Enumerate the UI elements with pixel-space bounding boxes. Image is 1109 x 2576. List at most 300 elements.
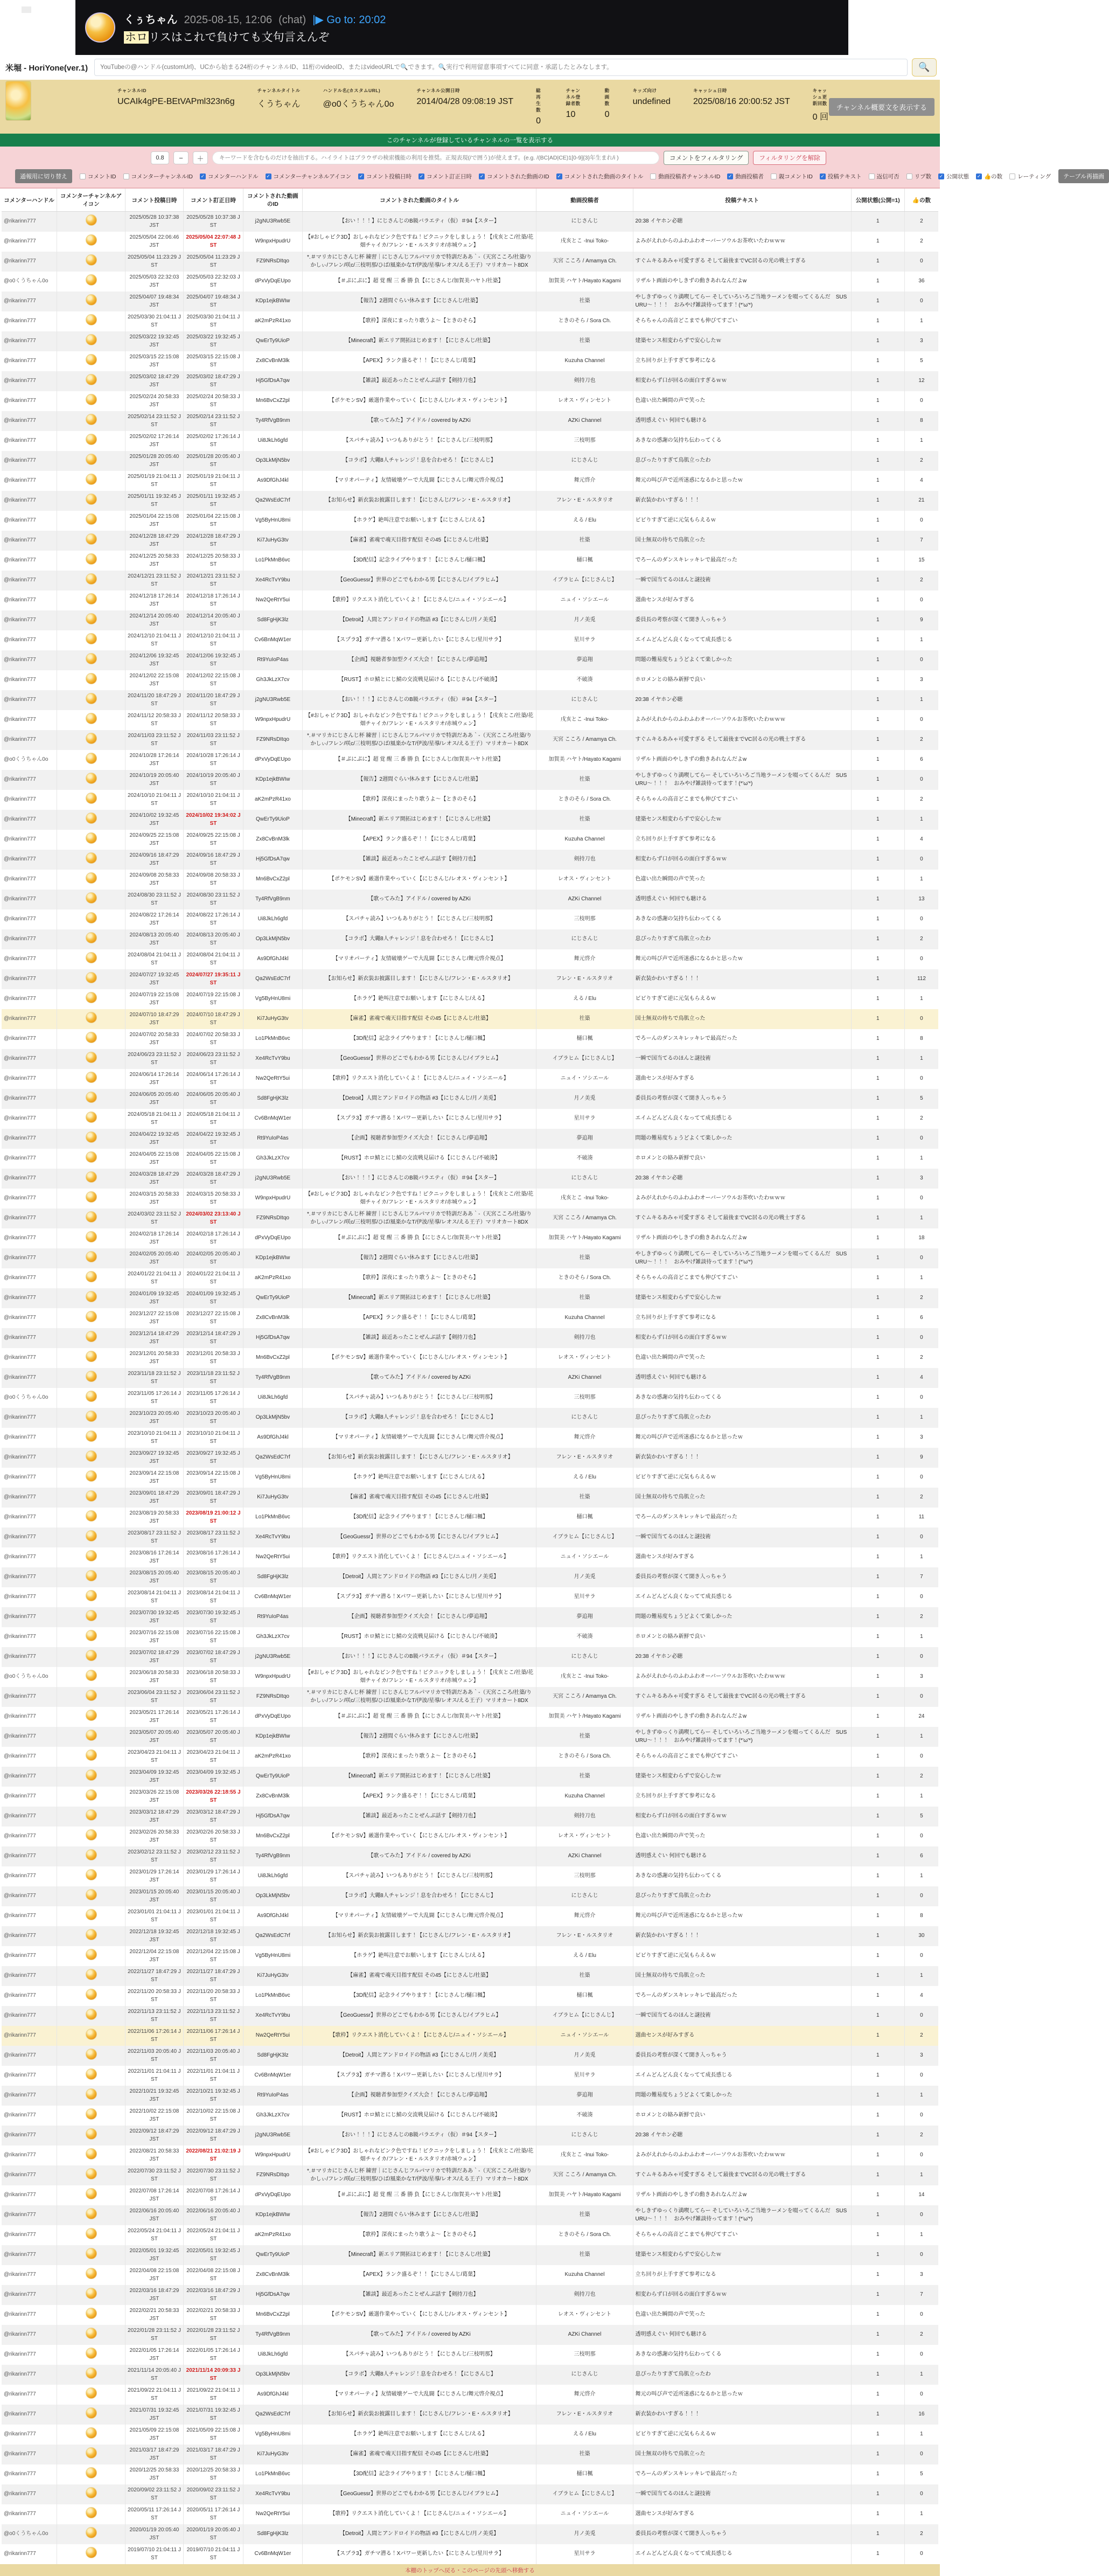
video-id[interactable]: Ty4RfVgB9nm (243, 890, 303, 909)
footer-link[interactable]: 本棚のトップへ戻る・このページの先頭へ移動する (405, 2567, 535, 2574)
commenter-avatar-icon[interactable] (86, 2308, 97, 2319)
keyword-filter-input[interactable] (212, 151, 659, 164)
video-id[interactable]: W9npxHpudrU (243, 2145, 303, 2165)
column-checkbox-8[interactable] (650, 172, 720, 180)
commenter-handle[interactable]: @rikarinn777 (2, 2405, 57, 2425)
commenter-handle[interactable]: @rikarinn777 (2, 1547, 57, 1567)
video-title[interactable]: 【ポケモンSV】厳選作業やっていく【にじさんじ/レオス・ヴィンセント】 (302, 1827, 536, 1846)
video-id[interactable]: Vg5ByHnU8mi (243, 1468, 303, 1488)
commenter-avatar-icon[interactable] (86, 952, 97, 963)
commenter-avatar-icon[interactable] (86, 2029, 97, 2040)
video-id[interactable]: Cv6BnMqW1er (243, 2544, 303, 2564)
video-id[interactable]: Xe4RcTvY9bu (243, 1527, 303, 1547)
commenter-handle[interactable]: @rikarinn777 (2, 1986, 57, 2006)
commenter-avatar-icon[interactable] (86, 1112, 97, 1123)
video-title[interactable]: 【#おしゃピク3D】おしゃれなピンク色ですね！ピクニックをしましょう！【戌亥とこ/社築/花畑チャイカ/フレン・E・ルスタリオ/赤城ウェン】 (302, 1189, 536, 1209)
checked-checkbox-icon[interactable]: ✓ (479, 173, 484, 179)
video-title[interactable]: 【Minecraft】新エリア開拓はじめます！【にじさんじ/社築】 (302, 2245, 536, 2265)
video-id[interactable]: QwErTy9UioP (243, 1288, 303, 1308)
video-id[interactable]: Lo1PkMnB6vc (243, 1029, 303, 1049)
video-title[interactable]: 【企画】視聴者参加型クイズ大会！【にじさんじ/夢追翔】 (302, 1129, 536, 1149)
commenter-handle[interactable]: @rikarinn777 (2, 2544, 57, 2564)
video-id[interactable]: KDp1ejkBWIw (243, 2205, 303, 2225)
report-mode-button[interactable]: 通報用に切り替え (15, 169, 72, 183)
video-title[interactable]: 【歌枠】深夜にまったり歌うよ～【ときのそら】 (302, 1268, 536, 1288)
commenter-avatar-icon[interactable] (86, 1431, 97, 1442)
commenter-handle[interactable]: @rikarinn777 (2, 531, 57, 551)
video-title[interactable]: 【＃ぷにぷに】超 覚 醒 三 番 勝 負【にじさんじ/加賀美ハヤト/社築】 (302, 750, 536, 770)
video-title[interactable]: *.＃マリカにじさんじ杯 練習｜にじさんじフルパマリカで特訓だああ｀-（天宮こころ/社築/りかしぃ/フレン/咲c/三枝明那/ひば/風楽かなT/伊波/星導/レオス/える王子）マリオカート8DX (302, 2165, 536, 2185)
video-title[interactable]: *.＃マリカにじさんじ杯 練習｜にじさんじフルパマリカで特訓だああ｀-（天宮こころ/社築/りかしぃ/フレン/咲c/三枝明那/ひば/風楽かなT/伊波/星導/レオス/える王子）マリオカート8DX (302, 252, 536, 272)
video-id[interactable]: Ui8JkLh6gfd (243, 1388, 303, 1408)
video-title[interactable]: 【GeoGuessr】世界のどこでもわかる男【にじさんじ/イブラヒム】 (302, 1049, 536, 1069)
unchecked-checkbox-icon[interactable] (80, 173, 86, 179)
video-id[interactable]: Xe4RcTvY9bu (243, 2484, 303, 2504)
commenter-avatar-icon[interactable] (86, 1470, 97, 1482)
commenter-handle[interactable]: @rikarinn777 (2, 2006, 57, 2026)
commenter-avatar-icon[interactable] (86, 2108, 97, 2120)
commenter-avatar-icon[interactable] (86, 1510, 97, 1522)
column-checkbox-13[interactable] (906, 172, 932, 180)
commenter-avatar-icon[interactable] (86, 2367, 97, 2379)
commenter-handle[interactable]: @o0くうちゃん0o (2, 1667, 57, 1687)
video-title[interactable]: 【企画】視聴者参加型クイズ大会！【にじさんじ/夢追翔】 (302, 1607, 536, 1627)
commenter-handle[interactable]: @rikarinn777 (2, 1926, 57, 1946)
channel-avatar[interactable] (5, 81, 31, 121)
commenter-avatar-icon[interactable] (86, 1670, 97, 1681)
commenter-avatar-icon[interactable] (86, 653, 97, 664)
commenter-handle[interactable]: @rikarinn777 (2, 1428, 57, 1448)
video-title[interactable]: 【報告】2週間ぐらい休みます【にじさんじ/社築】 (302, 291, 536, 311)
commenter-handle[interactable]: @rikarinn777 (2, 1567, 57, 1587)
commenter-handle[interactable]: @rikarinn777 (2, 2285, 57, 2305)
commenter-avatar-icon[interactable] (86, 214, 97, 226)
video-title[interactable]: 【コラボ】大繩8人チャレンジ！息を合わせろ！【にじさんじ】 (302, 1886, 536, 1906)
column-header-8[interactable]: 公開状態(公開=1) (851, 189, 904, 212)
commenter-handle[interactable]: @rikarinn777 (2, 670, 57, 690)
video-id[interactable]: Nw2QeRtY5ui (243, 2504, 303, 2524)
commenter-avatar-icon[interactable] (86, 1211, 97, 1223)
video-id[interactable]: Hj5GfDsA7qw (243, 1328, 303, 1348)
commenter-avatar-icon[interactable] (86, 494, 97, 505)
commenter-handle[interactable]: @o0くうちゃん0o (2, 2524, 57, 2544)
video-title[interactable]: 【Minecraft】新エリア開拓はじめます！【にじさんじ/社築】 (302, 331, 536, 351)
video-title[interactable]: 【ホラゲ】絶叫注意でお願いします【にじさんじ/える】 (302, 511, 536, 531)
video-id[interactable]: Sd8FgHjK3lz (243, 1567, 303, 1587)
video-title[interactable]: 【歌枠】リクエスト消化していくよ！【にじさんじ/ニュイ・ソシエール】 (302, 2504, 536, 2524)
video-id[interactable]: FZ9NRsDItqo (243, 1209, 303, 1228)
video-title[interactable]: 【コラボ】大繩8人チャレンジ！息を合わせろ！【にじさんじ】 (302, 1408, 536, 1428)
commenter-handle[interactable]: @rikarinn777 (2, 1288, 57, 1308)
video-id[interactable]: Vg5ByHnU8mi (243, 989, 303, 1009)
commenter-handle[interactable]: @rikarinn777 (2, 2205, 57, 2225)
commenter-handle[interactable]: @rikarinn777 (2, 371, 57, 391)
commenter-avatar-icon[interactable] (86, 1630, 97, 1641)
video-id[interactable]: Hj5GfDsA7qw (243, 2285, 303, 2305)
video-title[interactable]: 【報告】2週間ぐらい休みます【にじさんじ/社築】 (302, 2205, 536, 2225)
video-title[interactable]: 【スパチャ読み】いつもありがとう！【にじさんじ/三枝明那】 (302, 909, 536, 929)
video-title[interactable]: 【麻雀】雀魂で魂天目指す配信 その45【にじさんじ/社築】 (302, 1488, 536, 1508)
video-id[interactable]: Hj5GfDsA7qw (243, 850, 303, 870)
video-id[interactable]: Xe4RcTvY9bu (243, 2006, 303, 2026)
video-id[interactable]: KDp1ejkBWIw (243, 1248, 303, 1268)
commenter-avatar-icon[interactable] (86, 1949, 97, 1960)
video-title[interactable]: 【3D配信】記念ライブやります！【にじさんじ/樋口楓】 (302, 1986, 536, 2006)
video-id[interactable]: dPxVyDqEUpo (243, 1707, 303, 1727)
column-header-3[interactable]: コメント訂正日時 (183, 189, 243, 212)
video-id[interactable]: Ki7JuHyG3tv (243, 1488, 303, 1508)
commenter-avatar-icon[interactable] (86, 2068, 97, 2080)
video-id[interactable]: Mn6BvCxZ2pl (243, 1827, 303, 1846)
commenter-avatar-icon[interactable] (86, 513, 97, 525)
video-title[interactable]: 【歌枠】深夜にまったり歌うよ～【ときのそら】 (302, 1747, 536, 1767)
commenter-handle[interactable]: @rikarinn777 (2, 2106, 57, 2126)
video-title[interactable]: 【歌枠】リクエスト消化していくよ！【にじさんじ/ニュイ・ソシエール】 (302, 591, 536, 610)
commenter-avatar-icon[interactable] (86, 234, 97, 246)
commenter-avatar-icon[interactable] (86, 2208, 97, 2219)
commenter-handle[interactable]: @rikarinn777 (2, 690, 57, 710)
commenter-handle[interactable]: @rikarinn777 (2, 1767, 57, 1787)
video-title[interactable]: 【Detroit】人間とアンドロイドの物語 #3【にじさんじ/月ノ美兎】 (302, 2046, 536, 2066)
commenter-handle[interactable]: @o0くうちゃん0o (2, 272, 57, 291)
redraw-table-button[interactable]: テーブル再描画 (1058, 169, 1109, 183)
video-title[interactable]: *.＃マリカにじさんじ杯 練習｜にじさんじフルパマリカで特訓だああ｀-（天宮こころ/社築/りかしぃ/フレン/咲c/三枝明那/ひば/風楽かなT/伊波/星導/レオス/える王子）マリオカート8DX (302, 1687, 536, 1707)
commenter-avatar-icon[interactable] (86, 1490, 97, 1502)
column-header-1[interactable]: コメンターチャンネルアイコン (57, 189, 125, 212)
commenter-handle[interactable]: @rikarinn777 (2, 1906, 57, 1926)
commenter-avatar-icon[interactable] (86, 793, 97, 804)
video-id[interactable]: Mn6BvCxZ2pl (243, 2305, 303, 2325)
commenter-avatar-icon[interactable] (86, 2427, 97, 2439)
threshold-input[interactable] (151, 151, 169, 164)
video-id[interactable]: dPxVyDqEUpo (243, 1228, 303, 1248)
video-id[interactable]: aK2mPzR41xo (243, 1268, 303, 1288)
video-id[interactable]: Ty4RfVgB9nm (243, 1846, 303, 1866)
commenter-handle[interactable]: @rikarinn777 (2, 2464, 57, 2484)
commenter-handle[interactable]: @rikarinn777 (2, 989, 57, 1009)
video-title[interactable]: 【コラボ】大繩8人チャレンジ！息を合わせろ！【にじさんじ】 (302, 929, 536, 949)
threshold-minus-button[interactable]: − (173, 151, 189, 164)
video-id[interactable]: QwErTy9UioP (243, 810, 303, 830)
commenter-avatar-icon[interactable] (86, 374, 97, 385)
video-id[interactable]: Ui8JkLh6gfd (243, 2345, 303, 2365)
commenter-handle[interactable]: @rikarinn777 (2, 2145, 57, 2165)
commenter-avatar-icon[interactable] (86, 1749, 97, 1761)
commenter-avatar-icon[interactable] (86, 334, 97, 345)
commenter-avatar-icon[interactable] (86, 1610, 97, 1621)
video-title[interactable]: 【マリオパーティ】友情破壊ゲーで大乱闘【にじさんじ/舞元啓介視点】 (302, 2385, 536, 2405)
video-id[interactable]: Sd8FgHjK3lz (243, 610, 303, 630)
commenter-handle[interactable]: @rikarinn777 (2, 2086, 57, 2106)
video-id[interactable]: j2gNU3Rwb5E (243, 1169, 303, 1189)
commenter-avatar-icon[interactable] (86, 1550, 97, 1561)
video-title[interactable]: 【RUST】ホロ鯖とにじ鯖の交流戦見届ける【にじさんじ/不破湊】 (302, 2106, 536, 2126)
commenter-avatar-icon[interactable] (86, 593, 97, 605)
video-id[interactable]: Gh3JkLzX7cv (243, 670, 303, 690)
commenter-avatar-icon[interactable] (86, 2527, 97, 2538)
video-id[interactable]: Rt9YuIoP4as (243, 1607, 303, 1627)
video-title[interactable]: 【歌ってみた】アイドル / covered by AZKi (302, 890, 536, 909)
video-id[interactable]: dPxVyDqEUpo (243, 272, 303, 291)
unchecked-checkbox-icon[interactable] (869, 173, 875, 179)
video-id[interactable]: Qa2WsEdC7rf (243, 2405, 303, 2425)
video-id[interactable]: Ki7JuHyG3tv (243, 531, 303, 551)
video-title[interactable]: 【コラボ】大繩8人チャレンジ！息を合わせろ！【にじさんじ】 (302, 2365, 536, 2385)
commenter-handle[interactable]: @rikarinn777 (2, 252, 57, 272)
video-id[interactable]: Op3LkMjN5bv (243, 1886, 303, 1906)
commenter-handle[interactable]: @rikarinn777 (2, 2185, 57, 2205)
video-title[interactable]: 【ホラゲ】絶叫注意でお願いします【にじさんじ/える】 (302, 1946, 536, 1966)
commenter-avatar-icon[interactable] (86, 573, 97, 585)
video-title[interactable]: 【RUST】ホロ鯖とにじ鯖の交流戦見届ける【にじさんじ/不破湊】 (302, 1149, 536, 1169)
commenter-avatar-icon[interactable] (86, 553, 97, 565)
commenter-handle[interactable]: @rikarinn777 (2, 1348, 57, 1368)
video-title[interactable]: 【おい！！！】にじさんじのB級バラエティ（仮）＃94【スター】 (302, 2126, 536, 2145)
video-id[interactable]: Vg5ByHnU8mi (243, 511, 303, 531)
video-title[interactable]: 【マリオパーティ】友情破壊ゲーで大乱闘【にじさんじ/舞元啓介視点】 (302, 1906, 536, 1926)
commenter-handle[interactable]: @rikarinn777 (2, 2026, 57, 2046)
video-id[interactable]: j2gNU3Rwb5E (243, 2126, 303, 2145)
video-id[interactable]: Ty4RfVgB9nm (243, 411, 303, 431)
video-title[interactable]: 【ポケモンSV】厳選作業やっていく【にじさんじ/レオス・ヴィンセント】 (302, 1348, 536, 1368)
video-id[interactable]: Hj5GfDsA7qw (243, 1807, 303, 1827)
video-id[interactable]: Ki7JuHyG3tv (243, 1009, 303, 1029)
channel-lookup-input[interactable] (94, 59, 908, 76)
commenter-avatar-icon[interactable] (86, 254, 97, 266)
video-title[interactable]: 【ホラゲ】絶叫注意でお願いします【にじさんじ/える】 (302, 2425, 536, 2445)
commenter-avatar-icon[interactable] (86, 633, 97, 644)
video-id[interactable]: Zx8CvBnM3lk (243, 351, 303, 371)
video-id[interactable]: Ui8JkLh6gfd (243, 431, 303, 451)
commenter-handle[interactable]: @rikarinn777 (2, 850, 57, 870)
commenter-avatar-icon[interactable] (86, 294, 97, 305)
commenter-avatar-icon[interactable] (86, 2507, 97, 2518)
column-header-4[interactable]: コメントされた動画のID (243, 189, 303, 212)
video-title[interactable]: 【Detroit】人間とアンドロイドの物語 #3【にじさんじ/月ノ美兎】 (302, 1567, 536, 1587)
commenter-handle[interactable]: @rikarinn777 (2, 1966, 57, 1986)
commenter-avatar-icon[interactable] (86, 2387, 97, 2399)
commenter-handle[interactable]: @rikarinn777 (2, 1647, 57, 1667)
commenter-avatar-icon[interactable] (86, 434, 97, 445)
commenter-handle[interactable]: @rikarinn777 (2, 1268, 57, 1288)
column-checkbox-6[interactable] (479, 172, 549, 180)
commenter-handle[interactable]: @rikarinn777 (2, 1527, 57, 1547)
commenter-handle[interactable]: @rikarinn777 (2, 1109, 57, 1129)
video-title[interactable]: 【Minecraft】新エリア開拓はじめます！【にじさんじ/社築】 (302, 1767, 536, 1787)
commenter-avatar-icon[interactable] (86, 832, 97, 844)
commenter-avatar-icon[interactable] (86, 1251, 97, 1262)
video-title[interactable]: 【ポケモンSV】厳選作業やっていく【にじさんじ/レオス・ヴィンセント】 (302, 391, 536, 411)
commenter-avatar-icon[interactable] (86, 2328, 97, 2339)
commenter-avatar-icon[interactable] (86, 1590, 97, 1601)
video-id[interactable]: Zx8CvBnM3lk (243, 1787, 303, 1807)
video-title[interactable]: 【お知らせ】新衣装お披露目します！【にじさんじ/フレン・E・ルスタリオ】 (302, 2405, 536, 2425)
checked-checkbox-icon[interactable]: ✓ (419, 173, 424, 179)
commenter-handle[interactable]: @rikarinn777 (2, 511, 57, 531)
video-id[interactable]: dPxVyDqEUpo (243, 750, 303, 770)
commenter-avatar-icon[interactable] (86, 1989, 97, 2000)
commenter-handle[interactable]: @rikarinn777 (2, 551, 57, 571)
video-title[interactable]: 【3D配信】記念ライブやります！【にじさんじ/樋口楓】 (302, 1508, 536, 1527)
commenter-handle[interactable]: @rikarinn777 (2, 1368, 57, 1388)
commenter-avatar-icon[interactable] (86, 1450, 97, 1462)
video-title[interactable]: 【歌ってみた】アイドル / covered by AZKi (302, 411, 536, 431)
commenter-avatar-icon[interactable] (86, 673, 97, 684)
video-title[interactable]: 【お知らせ】新衣装お披露目します！【にじさんじ/フレン・E・ルスタリオ】 (302, 969, 536, 989)
video-title[interactable]: 【＃ぷにぷに】超 覚 醒 三 番 勝 負【にじさんじ/加賀美ハヤト/社築】 (302, 272, 536, 291)
commenter-handle[interactable]: @rikarinn777 (2, 1228, 57, 1248)
commenter-handle[interactable]: @rikarinn777 (2, 571, 57, 591)
video-id[interactable]: Vg5ByHnU8mi (243, 1946, 303, 1966)
video-id[interactable]: dPxVyDqEUpo (243, 2185, 303, 2205)
video-title[interactable]: 【マリオパーティ】友情破壊ゲーで大乱闘【にじさんじ/舞元啓介視点】 (302, 949, 536, 969)
commenter-handle[interactable]: @rikarinn777 (2, 1707, 57, 1727)
commenter-avatar-icon[interactable] (86, 2049, 97, 2060)
commenter-handle[interactable]: @rikarinn777 (2, 2345, 57, 2365)
video-title[interactable]: 【APEX】ランク盛るぞ！！【にじさんじ/葛葉】 (302, 2265, 536, 2285)
video-id[interactable]: Sd8FgHjK3lz (243, 2524, 303, 2544)
video-title[interactable]: 【お知らせ】新衣装お披露目します！【にじさんじ/フレン・E・ルスタリオ】 (302, 491, 536, 511)
video-id[interactable]: FZ9NRsDItqo (243, 1687, 303, 1707)
commenter-avatar-icon[interactable] (86, 1231, 97, 1242)
video-title[interactable]: 【お知らせ】新衣装お披露目します！【にじさんじ/フレン・E・ルスタリオ】 (302, 1448, 536, 1468)
checked-checkbox-icon[interactable]: ✓ (977, 173, 981, 179)
commenter-handle[interactable]: @rikarinn777 (2, 331, 57, 351)
column-checkbox-10[interactable] (771, 172, 813, 180)
video-id[interactable]: Op3LkMjN5bv (243, 2365, 303, 2385)
column-checkbox-15[interactable] (976, 172, 1002, 180)
unchecked-checkbox-icon[interactable] (123, 173, 129, 179)
commenter-handle[interactable]: @rikarinn777 (2, 710, 57, 730)
commenter-handle[interactable]: @rikarinn777 (2, 2066, 57, 2086)
commenter-handle[interactable]: @rikarinn777 (2, 1627, 57, 1647)
checked-checkbox-icon[interactable]: ✓ (266, 173, 270, 179)
commenter-avatar-icon[interactable] (86, 2268, 97, 2279)
video-id[interactable]: Lo1PkMnB6vc (243, 551, 303, 571)
video-title[interactable]: 【麻雀】雀魂で魂天目指す配信 その45【にじさんじ/社築】 (302, 2445, 536, 2464)
video-title[interactable]: 【RUST】ホロ鯖とにじ鯖の交流戦見届ける【にじさんじ/不破湊】 (302, 670, 536, 690)
video-title[interactable]: 【歌ってみた】アイドル / covered by AZKi (302, 1846, 536, 1866)
video-id[interactable]: j2gNU3Rwb5E (243, 1647, 303, 1667)
video-title[interactable]: *.＃マリカにじさんじ杯 練習｜にじさんじフルパマリカで特訓だああ｀-（天宮こころ/社築/りかしぃ/フレン/咲c/三枝明那/ひば/風楽かなT/伊波/星導/レオス/える王子）マリオカート8DX (302, 1209, 536, 1228)
unchecked-checkbox-icon[interactable] (906, 173, 912, 179)
video-id[interactable]: FZ9NRsDItqo (243, 2165, 303, 2185)
column-checkbox-5[interactable] (419, 172, 472, 180)
commenter-avatar-icon[interactable] (86, 274, 97, 286)
checked-checkbox-icon[interactable]: ✓ (728, 173, 733, 179)
video-id[interactable]: Op3LkMjN5bv (243, 451, 303, 471)
commenter-avatar-icon[interactable] (86, 1929, 97, 1940)
commenter-handle[interactable]: @rikarinn777 (2, 212, 57, 232)
commenter-avatar-icon[interactable] (86, 1849, 97, 1860)
video-title[interactable]: 【スプラ3】ガチマ潜る！Xパワー更新したい【にじさんじ/星川サラ】 (302, 1587, 536, 1607)
video-title[interactable]: 【歌ってみた】アイドル / covered by AZKi (302, 1368, 536, 1388)
commenter-avatar-icon[interactable] (86, 2128, 97, 2140)
video-title[interactable]: 【#おしゃピク3D】おしゃれなピンク色ですね！ピクニックをしましょう！【戌亥とこ/社築/花畑チャイカ/フレン・E・ルスタリオ/赤城ウェン】 (302, 710, 536, 730)
video-id[interactable]: As9DfGhJ4kl (243, 949, 303, 969)
commenter-avatar-icon[interactable] (86, 1072, 97, 1083)
commenter-handle[interactable]: @rikarinn777 (2, 1886, 57, 1906)
commenter-avatar-icon[interactable] (86, 813, 97, 824)
video-title[interactable]: 【Detroit】人間とアンドロイドの物語 #3【にじさんじ/月ノ美兎】 (302, 610, 536, 630)
commenter-handle[interactable]: @rikarinn777 (2, 1787, 57, 1807)
video-title[interactable]: 【#おしゃピク3D】おしゃれなピンク色ですね！ピクニックをしましょう！【戌亥とこ/社築/花畑チャイカ/フレン・E・ルスタリオ/赤城ウェン】 (302, 2145, 536, 2165)
commenter-avatar-icon[interactable] (86, 454, 97, 465)
video-id[interactable]: aK2mPzR41xo (243, 1747, 303, 1767)
video-id[interactable]: Nw2QeRtY5ui (243, 2026, 303, 2046)
video-id[interactable]: KDp1ejkBWIw (243, 291, 303, 311)
commenter-handle[interactable]: @rikarinn777 (2, 232, 57, 252)
video-title[interactable]: 【麻雀】雀魂で魂天目指す配信 その45【にじさんじ/社築】 (302, 531, 536, 551)
commenter-handle[interactable]: @rikarinn777 (2, 1189, 57, 1209)
video-title[interactable]: 【3D配信】記念ライブやります！【にじさんじ/樋口楓】 (302, 2464, 536, 2484)
commenter-handle[interactable]: @rikarinn777 (2, 2325, 57, 2345)
column-checkbox-16[interactable] (1009, 172, 1051, 180)
commenter-handle[interactable]: @rikarinn777 (2, 1129, 57, 1149)
video-id[interactable]: As9DfGhJ4kl (243, 1906, 303, 1926)
commenter-avatar-icon[interactable] (86, 733, 97, 744)
commenter-handle[interactable]: @rikarinn777 (2, 730, 57, 750)
video-title[interactable]: 【スプラ3】ガチマ潜る！Xパワー更新したい【にじさんじ/星川サラ】 (302, 1109, 536, 1129)
commenter-handle[interactable]: @rikarinn777 (2, 890, 57, 909)
commenter-handle[interactable]: @rikarinn777 (2, 1049, 57, 1069)
commenter-handle[interactable]: @rikarinn777 (2, 2126, 57, 2145)
commenter-avatar-icon[interactable] (86, 1969, 97, 1980)
commenter-avatar-icon[interactable] (86, 1809, 97, 1821)
commenter-handle[interactable]: @rikarinn777 (2, 1069, 57, 1089)
column-header-6[interactable]: 動画投稿者 (536, 189, 633, 212)
column-checkbox-3[interactable] (266, 172, 352, 180)
commenter-handle[interactable]: @rikarinn777 (2, 1149, 57, 1169)
commenter-avatar-icon[interactable] (86, 2168, 97, 2179)
commenter-avatar-icon[interactable] (86, 1092, 97, 1103)
commenter-handle[interactable]: @rikarinn777 (2, 790, 57, 810)
commenter-handle[interactable]: @rikarinn777 (2, 1308, 57, 1328)
commenter-handle[interactable]: @rikarinn777 (2, 1089, 57, 1109)
video-id[interactable]: Op3LkMjN5bv (243, 929, 303, 949)
column-checkbox-7[interactable] (556, 172, 644, 180)
video-id[interactable]: W9npxHpudrU (243, 232, 303, 252)
video-title[interactable]: 【#おしゃピク3D】おしゃれなピンク色ですね！ピクニックをしましょう！【戌亥とこ/社築/花畑チャイカ/フレン・E・ルスタリオ/赤城ウェン】 (302, 232, 536, 252)
commenter-avatar-icon[interactable] (86, 2348, 97, 2359)
commenter-handle[interactable]: @rikarinn777 (2, 1169, 57, 1189)
commenter-avatar-icon[interactable] (86, 394, 97, 405)
video-id[interactable]: Ui8JkLh6gfd (243, 909, 303, 929)
commenter-handle[interactable]: @rikarinn777 (2, 2245, 57, 2265)
video-title[interactable]: 【RUST】ホロ鯖とにじ鯖の交流戦見届ける【にじさんじ/不破湊】 (302, 1627, 536, 1647)
commenter-handle[interactable]: @rikarinn777 (2, 471, 57, 491)
video-title[interactable]: 【スパチャ読み】いつもありがとう！【にじさんじ/三枝明那】 (302, 1866, 536, 1886)
commenter-handle[interactable]: @rikarinn777 (2, 2305, 57, 2325)
video-title[interactable]: 【歌枠】深夜にまったり歌うよ～【ときのそら】 (302, 2225, 536, 2245)
video-title[interactable]: 【Minecraft】新エリア開拓はじめます！【にじさんじ/社築】 (302, 810, 536, 830)
video-id[interactable]: QwErTy9UioP (243, 1767, 303, 1787)
commenter-avatar-icon[interactable] (86, 1769, 97, 1781)
video-title[interactable]: 【GeoGuessr】世界のどこでもわかる男【にじさんじ/イブラヒム】 (302, 571, 536, 591)
video-title[interactable]: 【ホラゲ】絶叫注意でお願いします【にじさんじ/える】 (302, 1468, 536, 1488)
video-id[interactable]: aK2mPzR41xo (243, 2225, 303, 2245)
video-title[interactable]: 【GeoGuessr】世界のどこでもわかる男【にじさんじ/イブラヒム】 (302, 1527, 536, 1547)
commenter-handle[interactable]: @rikarinn777 (2, 1747, 57, 1767)
commenter-handle[interactable]: @rikarinn777 (2, 2046, 57, 2066)
commenter-avatar-icon[interactable] (86, 474, 97, 485)
commenter-handle[interactable]: @rikarinn777 (2, 451, 57, 471)
commenter-handle[interactable]: @rikarinn777 (2, 311, 57, 331)
video-id[interactable]: Xe4RcTvY9bu (243, 571, 303, 591)
column-header-7[interactable]: 投稿テキスト (633, 189, 851, 212)
commenter-handle[interactable]: @rikarinn777 (2, 1508, 57, 1527)
clear-filter-button[interactable]: フィルタリングを解除 (753, 151, 826, 165)
